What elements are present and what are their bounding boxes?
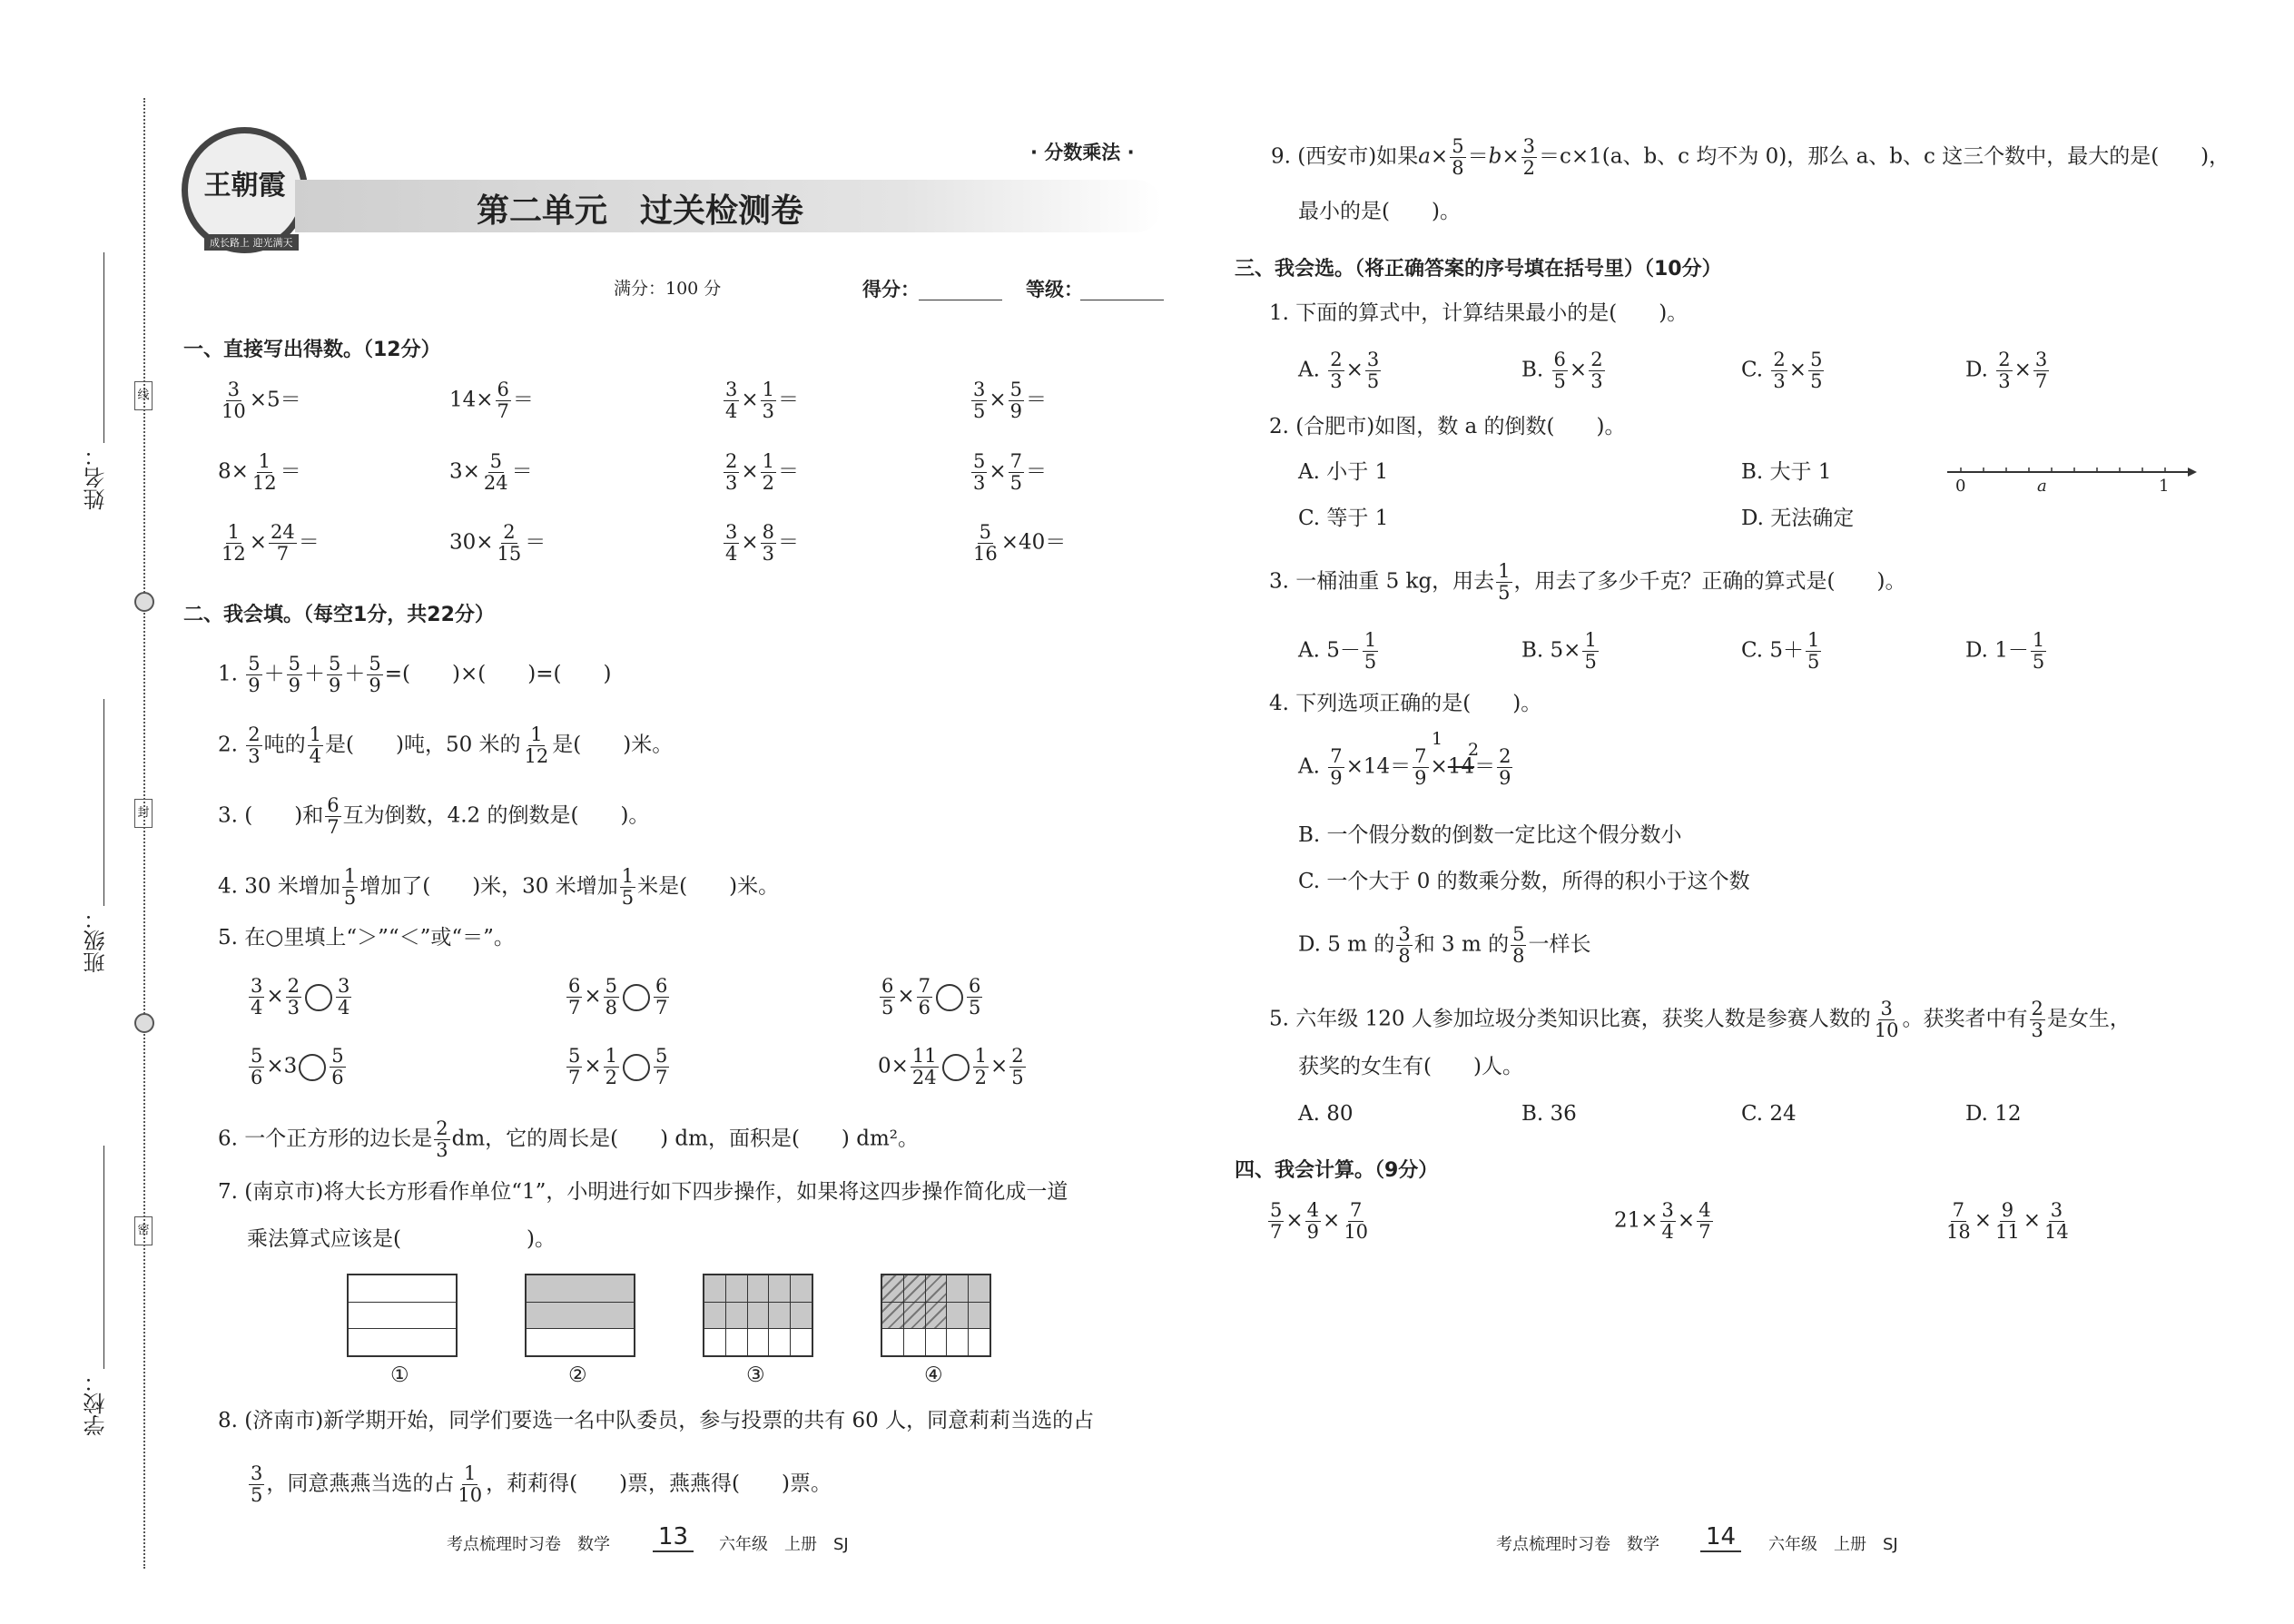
compare-item[interactable]: $\frac{6}{5}$ × $\frac{7}{6}$ $\frac{6}{5}$ (881, 975, 981, 1019)
page-number-right: 14 (1700, 1523, 1741, 1552)
compare-item[interactable]: $\frac{6}{7}$ × $\frac{5}{8}$ $\frac{6}{7}$ (568, 975, 668, 1019)
section-4-title: 四、我会计算。（9分） (1235, 1159, 1439, 1182)
q-text: ，同意燕燕当选的占 (266, 1471, 455, 1496)
cancel-mark: 2 (1468, 740, 1480, 760)
q-text[interactable]: ，用去了多少千克？正确的算式是( )。 (1513, 569, 1906, 594)
fill-q9-line1: 9. (西安市)如果a× $\frac{5}{8}$ ＝b× $\frac{3}{2}$ ＝c×1(a、b、c 均不为 0)，那么 a、b、c 这三个数中，最大的是( )， (1271, 135, 2230, 179)
grade-label: 等级： (1026, 279, 1083, 300)
seal-seal-mark: 封 (134, 799, 153, 828)
number-line-label-a: a (2037, 477, 2047, 496)
q-text: D. 5 m 的 (1298, 932, 1395, 957)
calc-item: $\frac{7}{18}$ × $\frac{9}{11}$ × $\frac{3}{14}$ (1946, 1199, 2069, 1243)
fill-q7-line2[interactable]: 乘法算式应该是( )。 (247, 1227, 556, 1251)
binding-dotted-line (143, 98, 145, 1569)
q-text: 一样长 (1528, 932, 1591, 957)
q-text[interactable]: 增加了( )米，30 米增加 (359, 874, 618, 899)
compare-item[interactable]: $\frac{3}{4}$ × $\frac{2}{3}$ $\frac{3}{4}$ (251, 975, 350, 1019)
calc-item: 30× $\frac{2}{15}$ ＝ (449, 521, 546, 565)
name-field-label: 姓名： (84, 445, 109, 510)
diagram-step-1 (347, 1274, 458, 1357)
calc-item: 14× $\frac{6}{7}$ ＝ (449, 379, 534, 422)
q-text[interactable]: 是( )吨，50 米的 (325, 733, 521, 757)
q-text: 6. 一个正方形的边长是 (218, 1127, 433, 1151)
compare-item[interactable]: $\frac{5}{7}$ × $\frac{1}{2}$ $\frac{5}{7}$ (568, 1045, 668, 1088)
calc-item: 21× $\frac{3}{4}$ × $\frac{4}{7}$ (1614, 1199, 1711, 1243)
q-text: 。获奖者中有 (1902, 1007, 2028, 1031)
calc-item: 8× $\frac{1}{12}$ ＝ (218, 450, 301, 494)
choice-option[interactable]: D. 12 (1965, 1102, 2022, 1126)
q-text: 和 3 m 的 (1413, 932, 1510, 957)
q-text: 5. 六年级 120 人参加垃圾分类知识比赛，获奖人数是参赛人数的 (1269, 1007, 1871, 1031)
choice-option[interactable]: C. 一个大于 0 的数乘分数，所得的积小于这个数 (1298, 870, 1750, 893)
footer-right-text: 六年级 上册 SJ (719, 1535, 849, 1554)
page-number-left: 13 (653, 1523, 694, 1552)
footer-left-text: 考点梳理时习卷 数学 (447, 1535, 610, 1554)
choice-q2: 2. (合肥市)如图，数 a 的倒数( )。 (1269, 415, 1626, 438)
choice-option[interactable]: A. 80 (1298, 1102, 1354, 1126)
number-line-label-0: 0 (1955, 477, 1966, 496)
q-text: 4. 30 米增加 (218, 874, 340, 899)
brand-logo-name: 王朝霞 (203, 170, 286, 202)
class-field-line[interactable] (103, 699, 104, 906)
name-field-line[interactable] (103, 252, 104, 443)
calc-item: $\frac{5}{7}$ × $\frac{4}{9}$ × $\frac{7}{10}$ (1270, 1199, 1369, 1243)
section-3-title: 三、我会选。（将正确答案的序号填在括号里）（10分） (1235, 258, 1722, 281)
q-text[interactable]: dm，它的周长是( ) dm，面积是( ) dm²。 (451, 1127, 919, 1151)
calc-item: $\frac{1}{12}$ × $\frac{24}{7}$ ＝ (222, 521, 320, 565)
calc-item: $\frac{5}{16}$ ×40＝ (973, 521, 1067, 565)
choice-option[interactable]: D. 5 m 的 $\frac{3}{8}$ 和 3 m 的 $\frac{5}{8}$ 一样长 (1298, 923, 1591, 967)
fill-q8-line1: 8. (济南市)新学期开始，同学们要选一名中队委员，参与投票的共有 60 人，同意莉莉当选的占 (218, 1409, 1095, 1432)
choice-option[interactable]: C. $\frac{2}{3}$ × $\frac{5}{5}$ (1741, 349, 1823, 392)
fill-q1: 1. $\frac{5}{9}$ ＋ $\frac{5}{9}$ ＋ $\frac{5}{9}$ ＋ $\frac{5}{9}$ =( )×( )=( ) (218, 653, 612, 696)
q-text: 9. (西安市)如果 (1271, 144, 1419, 169)
section-2-title: 二、我会填。（每空1分，共22分） (183, 604, 495, 626)
choice-option[interactable]: A. $\frac{2}{3}$ × $\frac{3}{5}$ (1298, 349, 1380, 392)
fill-q2: 2. $\frac{2}{3}$ 吨的 $\frac{1}{4}$ 是( )吨，50 米的 $\frac{1}{12}$ 是( )米。 (218, 723, 674, 767)
calc-item: 3× $\frac{5}{24}$ ＝ (449, 450, 533, 494)
diagram-label-3: ③ (746, 1363, 765, 1387)
diagram-step-3 (703, 1274, 813, 1357)
binding-hole-icon (134, 1013, 154, 1033)
fill-q4: 4. 30 米增加 $\frac{1}{5}$ 增加了( )米，30 米增加 $\frac{1}{5}$ 米是( )米。 (218, 865, 780, 909)
calc-item: $\frac{2}{3}$ × $\frac{1}{2}$ ＝ (725, 450, 800, 494)
choice-option[interactable]: B. 5× $\frac{1}{5}$ (1521, 629, 1597, 673)
choice-q3: 3. 一桶油重 5 kg，用去 $\frac{1}{5}$ ，用去了多少千克？正确的算式是( )。 (1269, 560, 1906, 604)
full-score: 满分：100 分 (614, 279, 722, 299)
choice-option[interactable]: C. 5＋ $\frac{1}{5}$ (1741, 629, 1820, 673)
choice-q4: 4. 下列选项正确的是( )。 (1269, 692, 1542, 715)
page-title: 第二单元 过关检测卷 (477, 192, 804, 230)
choice-option[interactable]: B. 大于 1 (1741, 460, 1832, 484)
choice-option[interactable]: D. $\frac{2}{3}$ × $\frac{3}{7}$ (1965, 349, 2048, 392)
blanks[interactable]: =( )×( )=( ) (384, 662, 612, 686)
compare-item[interactable]: 0× $\frac{11}{24}$ $\frac{1}{2}$ × $\frac{2}{5}$ (878, 1045, 1024, 1088)
fill-q8-line2: $\frac{3}{5}$ ，同意燕燕当选的占 $\frac{1}{10}$ ，莉莉得( )票，燕燕得( )票。 (251, 1462, 832, 1506)
cancel-mark: 1 (1432, 729, 1443, 749)
binding-hole-icon (134, 592, 154, 612)
school-field-line[interactable] (103, 1146, 104, 1369)
diagram-label-4: ④ (924, 1363, 943, 1387)
calc-item: $\frac{3}{10}$ ×5＝ (222, 379, 301, 422)
footer-left-text: 考点梳理时习卷 数学 (1496, 1535, 1659, 1554)
choice-option[interactable]: A. 5－ $\frac{1}{5}$ (1298, 629, 1377, 673)
calc-item: $\frac{3}{5}$ × $\frac{5}{9}$ ＝ (973, 379, 1048, 422)
q-text[interactable]: 是( )米。 (552, 733, 674, 757)
footer-right-text: 六年级 上册 SJ (1768, 1535, 1898, 1554)
choice-option[interactable]: B. $\frac{6}{5}$ × $\frac{2}{3}$ (1521, 349, 1603, 392)
calc-item: $\frac{3}{4}$ × $\frac{8}{3}$ ＝ (725, 521, 800, 565)
choice-option[interactable]: B. 一个假分数的倒数一定比这个假分数小 (1298, 823, 1682, 847)
choice-option[interactable]: A. 小于 1 (1298, 460, 1389, 484)
number-line-label-1: 1 (2159, 477, 2170, 496)
seal-secret-mark: 密 (134, 1216, 153, 1245)
diagram-step-2 (525, 1274, 635, 1357)
fill-q3: 3. ( )和 $\frac{6}{7}$ 互为倒数，4.2 的倒数是( )。 (218, 794, 650, 838)
school-field-label: 学校： (84, 1371, 109, 1436)
topic-label: · 分数乘法 · (1030, 142, 1135, 163)
q-number: 1. (218, 662, 238, 686)
score-label: 得分： (862, 279, 920, 300)
fill-q9-line2[interactable]: 最小的是( )。 (1298, 200, 1461, 223)
q-text[interactable]: 3. ( )和 (218, 803, 324, 828)
compare-item[interactable]: $\frac{5}{6}$ ×3 $\frac{5}{6}$ (251, 1045, 344, 1088)
choice-option[interactable]: C. 等于 1 (1298, 507, 1389, 530)
choice-option[interactable]: A. $\frac{7}{9}$ ×14＝ $\frac{7}{9}$ ×14＝ $\frac{2}{9}$ (1298, 745, 1511, 789)
q-text[interactable]: ，莉莉得( )票，燕燕得( )票。 (486, 1471, 832, 1496)
fill-q5: 5. 在○里填上“＞”“＜”或“＝”。 (218, 926, 515, 950)
q-number: 2. (218, 733, 238, 757)
choice-q5-line1: 5. 六年级 120 人参加垃圾分类知识比赛，获奖人数是参赛人数的 $\frac{3}{10}$ 。获奖者中有 $\frac{2}{3}$ 是女生， (1269, 998, 2131, 1041)
q-text[interactable]: 互为倒数，4.2 的倒数是( )。 (342, 803, 650, 828)
calc-item: $\frac{5}{3}$ × $\frac{7}{5}$ ＝ (973, 450, 1048, 494)
q-text: 吨的 (263, 733, 306, 757)
choice-option[interactable]: D. 1－ $\frac{1}{5}$ (1965, 629, 2045, 673)
choice-option[interactable]: C. 24 (1741, 1102, 1797, 1126)
choice-option[interactable]: B. 36 (1521, 1102, 1577, 1126)
choice-option[interactable]: D. 无法确定 (1741, 507, 1855, 530)
brand-slogan: 成长路上 迎光满天 (204, 234, 299, 251)
q-text: 3. 一桶油重 5 kg，用去 (1269, 569, 1495, 594)
choice-q5-line2[interactable]: 获奖的女生有( )人。 (1298, 1055, 1523, 1078)
q-text[interactable]: ＝c×1(a、b、c 均不为 0)，那么 a、b、c 这三个数中，最大的是( )， (1538, 144, 2230, 169)
seal-line-mark: 线 (134, 381, 153, 410)
diagram-step-4 (881, 1274, 991, 1357)
diagram-label-1: ① (390, 1363, 409, 1387)
q-text: 是女生， (2046, 1007, 2131, 1031)
fill-q6: 6. 一个正方形的边长是 $\frac{2}{3}$ dm，它的周长是( ) dm，面积是( ) dm²。 (218, 1117, 919, 1161)
choice-q1: 1. 下面的算式中，计算结果最小的是( )。 (1269, 301, 1689, 325)
fill-q7-line1: 7. (南京市)将大长方形看作单位“1”，小明进行如下四步操作，如果将这四步操作简化成一道 (218, 1180, 1068, 1204)
section-1-title: 一、直接写出得数。（12分） (183, 339, 441, 361)
diagram-label-2: ② (568, 1363, 587, 1387)
calc-item: $\frac{3}{4}$ × $\frac{1}{3}$ ＝ (725, 379, 800, 422)
q-text[interactable]: 米是( )米。 (637, 874, 780, 899)
class-field-label: 班级： (84, 908, 109, 973)
